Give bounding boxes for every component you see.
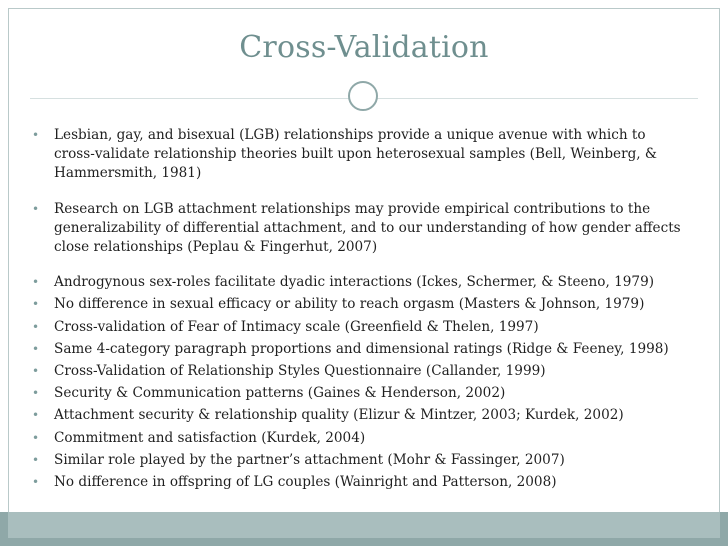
list-item bbox=[30, 473, 690, 492]
bullet-list bbox=[30, 126, 690, 492]
circle-ornament-icon bbox=[348, 81, 378, 111]
list-item bbox=[30, 126, 690, 184]
list-item bbox=[30, 451, 690, 470]
bullet-icon: • bbox=[32, 364, 40, 379]
slide-title: Cross-Validation bbox=[239, 30, 489, 65]
list-item bbox=[30, 362, 690, 381]
list-item-text: Same 4-category paragraph proportions and dimensional ratings (Ridge & Feeney, 1998) bbox=[54, 340, 669, 357]
list-item-text: Research on LGB attachment relationships may provide empirical contributions to the generalizability of differential attachment, and to our understanding of how gender affects close relationships (Peplau & Fingerhut, 2007) bbox=[54, 200, 681, 256]
list-item bbox=[30, 384, 690, 403]
list-item bbox=[30, 406, 690, 425]
list-item-text: Cross-validation of Fear of Intimacy scale (Greenfield & Thelen, 1997) bbox=[54, 318, 539, 335]
bullet-icon: • bbox=[32, 275, 40, 290]
bullet-icon: • bbox=[32, 201, 40, 216]
bullet-icon: • bbox=[32, 475, 40, 490]
list-item-text: Similar role played by the partner’s attachment (Mohr & Fassinger, 2007) bbox=[54, 451, 565, 468]
list-item-text: Androgynous sex-roles facilitate dyadic interactions (Ickes, Schermer, & Steeno, 1979) bbox=[54, 274, 655, 291]
bullet-icon: • bbox=[32, 341, 40, 356]
list-item-text: Attachment security & relationship quality (Elizur & Mintzer, 2003; Kurdek, 2002) bbox=[54, 407, 624, 424]
bullet-icon: • bbox=[32, 430, 40, 445]
list-item bbox=[30, 429, 690, 448]
list-item bbox=[30, 318, 690, 337]
list-item-text: No difference in sexual efficacy or ability to reach orgasm (Masters & Johnson, 1979) bbox=[54, 296, 645, 313]
list-item bbox=[30, 200, 690, 258]
list-item-text: Lesbian, gay, and bisexual (LGB) relationships provide a unique avenue with which to cross-validate relationship theories built upon heterosexual samples (Bell, Weinberg, & Hammersmith, 1981) bbox=[54, 127, 658, 182]
bullet-icon: • bbox=[32, 452, 40, 467]
bullet-icon: • bbox=[32, 408, 40, 423]
bullet-icon: • bbox=[32, 386, 40, 401]
list-item-text: Commitment and satisfaction (Kurdek, 2004) bbox=[54, 429, 366, 446]
list-item bbox=[30, 295, 690, 314]
bullet-icon: • bbox=[32, 319, 40, 334]
list-item bbox=[30, 340, 690, 359]
bullet-icon: • bbox=[32, 128, 40, 142]
list-item bbox=[30, 273, 690, 292]
bullet-icon: • bbox=[32, 297, 40, 312]
list-item-text: No difference in offspring of LG couples (Wainright and Patterson, 2008) bbox=[54, 474, 557, 491]
list-item-text: Security & Communication patterns (Gaines & Henderson, 2002) bbox=[54, 385, 506, 402]
footer-bar-inner bbox=[8, 512, 720, 538]
list-item-text: Cross-Validation of Relationship Styles Questionnaire (Callander, 1999) bbox=[54, 363, 546, 380]
